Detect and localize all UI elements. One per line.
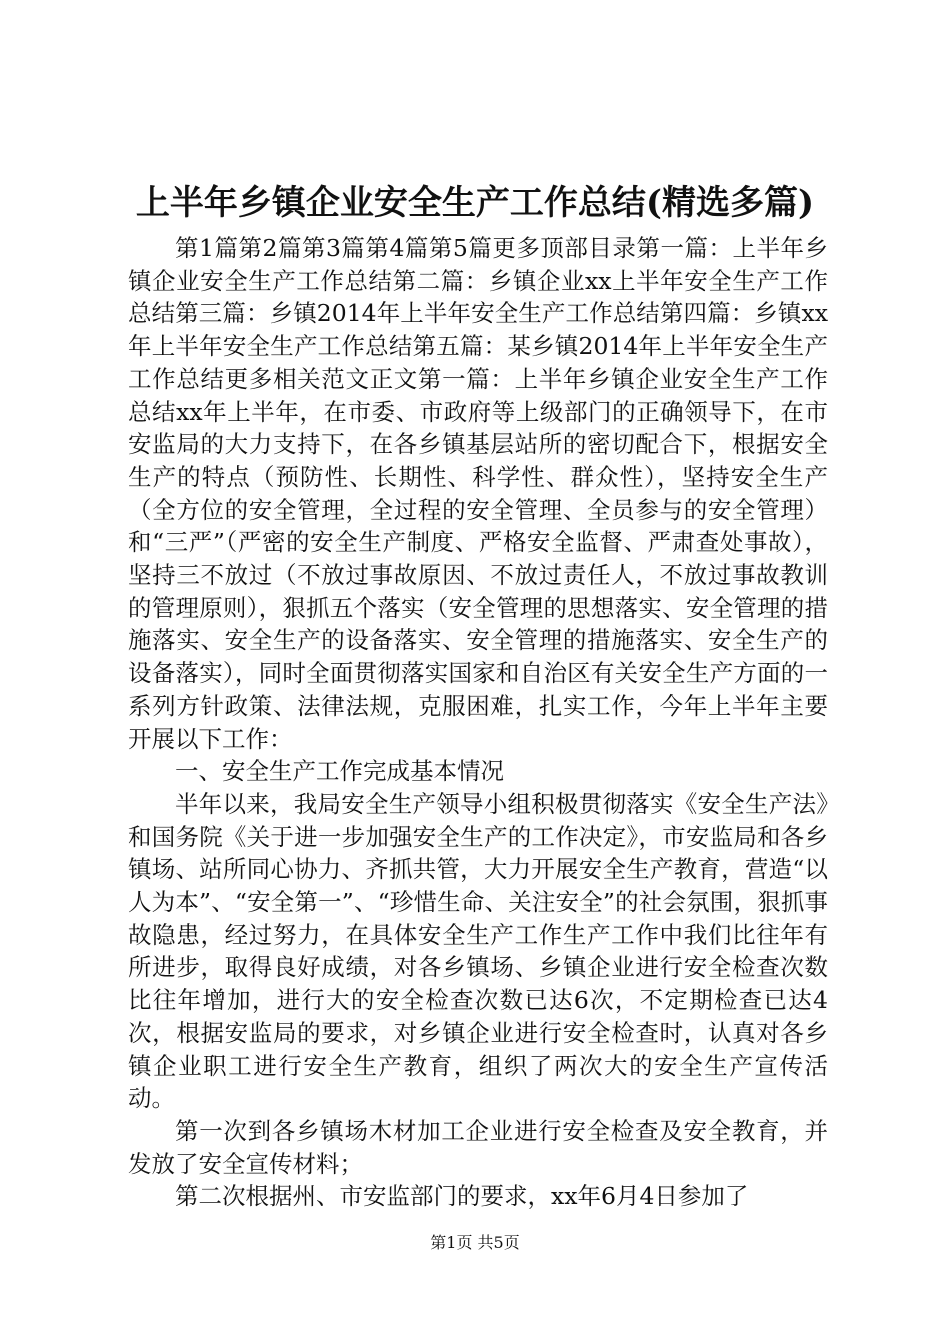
paragraph-intro: 第1篇第2篇第3篇第4篇第5篇更多顶部目录第一篇：上半年乡镇企业安全生产工作总结第二篇：乡镇企业xx上半年安全生产工作总结第三篇：乡镇2014年上半年安全生产工作总结第四篇：乡镇xx年上半年安全生产工作总结第五篇：某乡镇2014年上半年安全生产工作总结更多相关范文正文第一篇：上半年乡镇企业安全生产工作总结xx年上半年，在市委、市政府等上级部门的正确领导下，在市安监局的大力支持下，在各乡镇基层站所的密切配合下，根据安全生产的特点（预防性、长期性、科学性、群众性），坚持安全生产（全方位的安全管理，全过程的安全管理、全员参与的安全管理）和“三严”（严密的安全生产制度、严格安全监督、严肃查处事故），坚持三不放过（不放过事故原因、不放过责任人，不放过事故教训的管理原则），狠抓五个落实（安全管理的思想落实、安全管理的措施落实、安全生产的设备落实、安全管理的措施落实、安全生产的设备落实），同时全面贯彻落实国家和自治区有关安全生产方面的一系列方针政策、法律法规，克服困难，扎实工作，今年上半年主要开展以下工作： [128, 234, 828, 753]
page-footer: 第1页 共5页 [430, 1233, 520, 1252]
paragraph-summary: 半年以来，我局安全生产领导小组积极贯彻落实《安全生产法》和国务院《关于进一步加强安全生产的工作决定》，市安监局和各乡镇场、站所同心协力、齐抓共管，大力开展安全生产教育，营造“以人为本”、“安全第一”、“珍惜生命、关注安全”的社会氛围，狠抓事故隐患，经过努力，在具体安全生产工作生产工作中我们比往年有所进步，取得良好成绩，对各乡镇场、乡镇企业进行安全检查次数比往年增加，进行大的安全检查次数已达6次，不定期检查已达4次，根据安监局的要求，对乡镇企业进行安全检查时，认真对各乡镇企业职工进行安全生产教育，组织了两次大的安全生产宣传活动。 [128, 789, 828, 1113]
paragraph-second-activity: 第二次根据州、市安监部门的要求，xx年6月4日参加了 [175, 1182, 749, 1211]
document-title: 上半年乡镇企业安全生产工作总结(精选多篇) [135, 183, 815, 223]
paragraph-first-activity: 第一次到各乡镇场木材加工企业进行安全检查及安全教育，并发放了安全宣传材料； [128, 1116, 828, 1178]
document-body [128, 232, 828, 1213]
section-heading: 一、安全生产工作完成基本情况 [175, 757, 504, 786]
